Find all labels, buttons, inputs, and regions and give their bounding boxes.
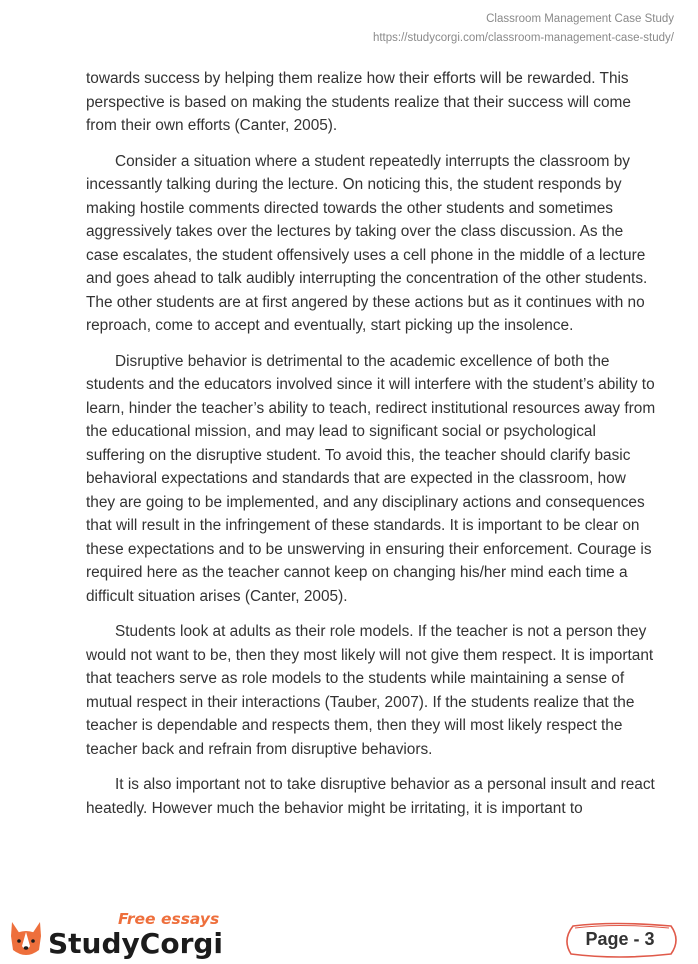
logo-brand-name: StudyCorgi <box>48 927 224 960</box>
page-header <box>373 10 674 48</box>
document-body <box>86 67 658 832</box>
logo-tagline: Free essays <box>118 910 220 928</box>
document-title: Classroom Management Case Study <box>486 13 674 25</box>
corgi-icon <box>8 920 44 960</box>
paragraph: It is also important not to take disruptive behavior as a personal insult and react heatedly. However much the behavior might be irritating, it is important to <box>86 776 655 817</box>
paragraph: Consider a situation where a student repeatedly interrupts the classroom by incessantly talking during the lecture. On noticing this, the student responds by making hostile comments directed towards the other students and sometimes aggressively takes over the lectures by taking over the class discussion. As the case escalates, the student offensively uses a cell phone in the middle of a lecture and goes ahead to talk audibly interrupting the concentration of the other students. The other students are at first angered by these actions but as it continues with no reproach, come to accept and eventually, start picking up the insolence. <box>86 152 648 334</box>
paragraph: Disruptive behavior is detrimental to the academic excellence of both the students and the educators involved since it will interfere with the student’s ability to learn, hinder the teacher’s ability to teach, redirect institutional resources away from the educational mission, and may lead to significant social or psychological suffering on the disruptive student. To avoid this, the teacher should clarify basic behavioral expectations and standards that are expected in the classroom, how they are going to be implemented, and any disciplinary actions and consequences that will result in the infringement of these standards. It is important to be clear on these expectations and to be unswerving in ensuring their enforcement. Courage is required here as the teacher cannot keep on changing his/her mind each time a difficult situation arises (Canter, 2005). <box>86 352 656 605</box>
page-number-badge <box>563 920 683 960</box>
studycorgi-logo[interactable] <box>8 910 238 960</box>
page-number: Page - 3 <box>585 929 655 949</box>
paragraph: Students look at adults as their role models. If the teacher is not a person they would not want to be, then they most likely will not give them respect. It is important that teachers serve as role models to the students while maintaining a sense of mutual respect in their interactions (Tauber, 2007). If the students realize that the teacher is dependable and respects them, then they will most likely respect the teacher back and refrain from disruptive behaviors. <box>86 623 654 758</box>
document-url[interactable]: https://studycorgi.com/classroom-management-case-study/ <box>372 32 674 44</box>
paragraph-continuation: towards success by helping them realize how their efforts will be rewarded. This perspective is based on making the students realize that their success will come from their own efforts (Canter, 2005). <box>86 70 631 134</box>
